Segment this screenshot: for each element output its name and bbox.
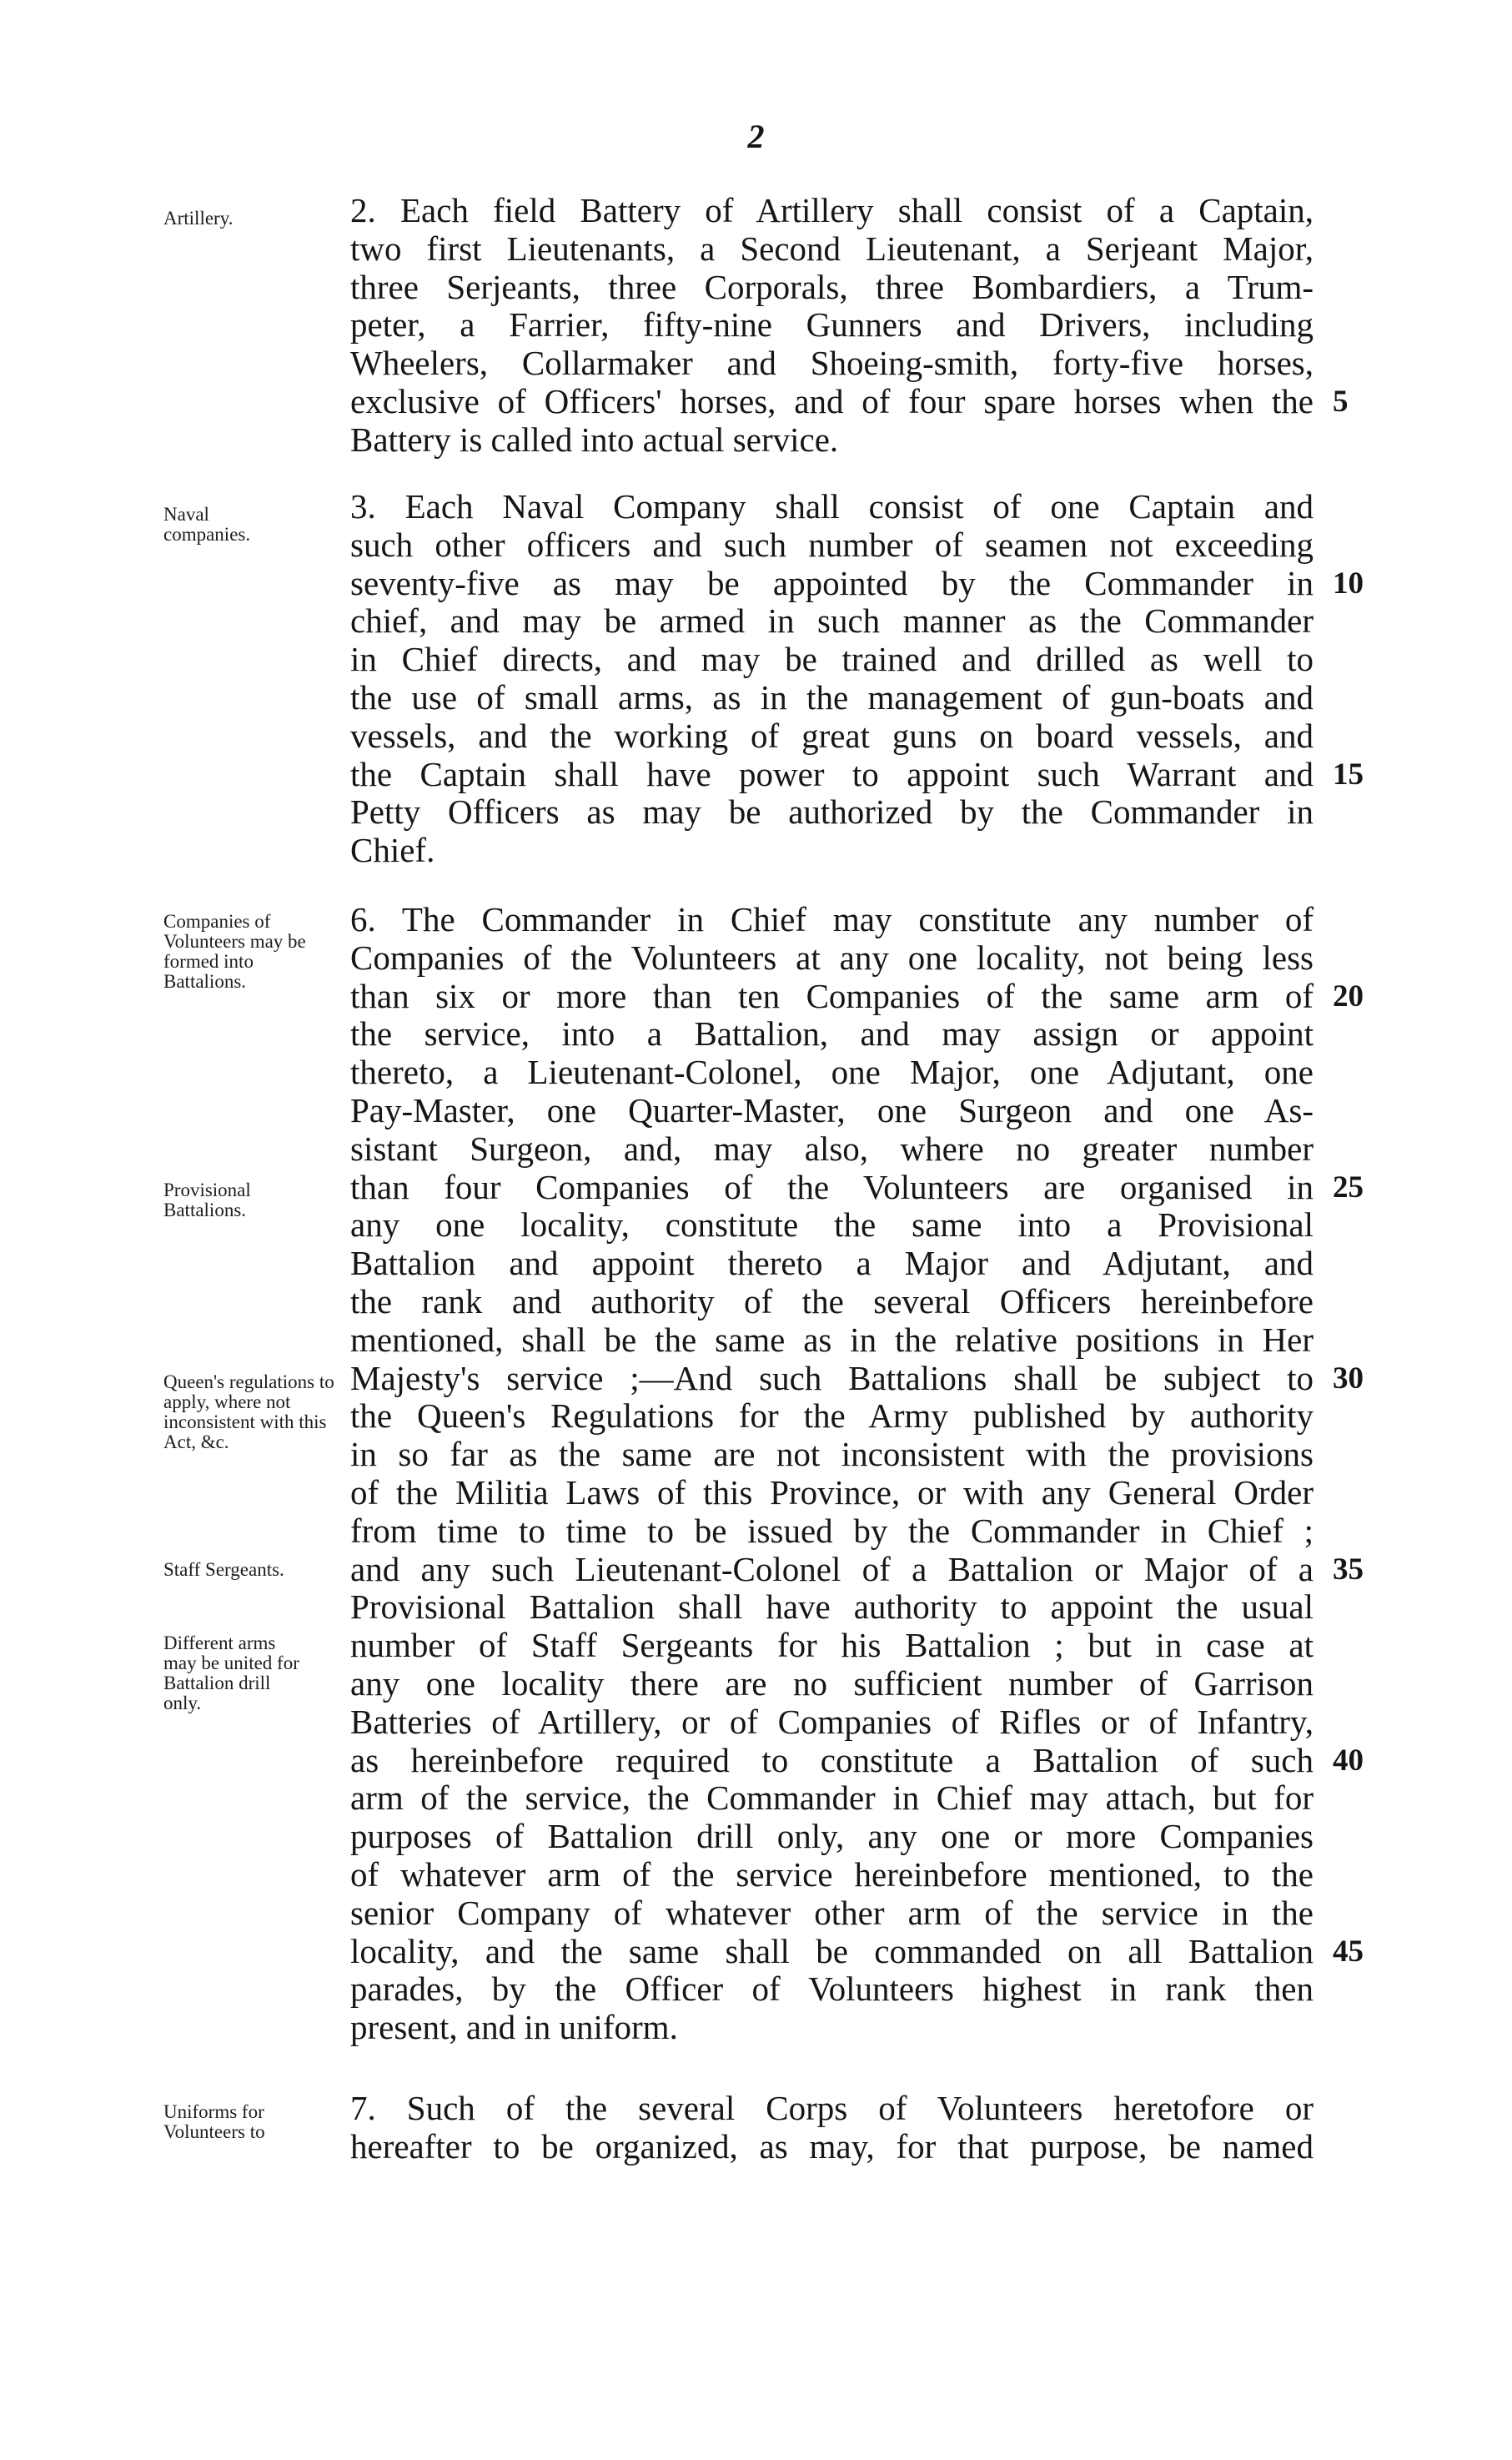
- text-line: the service, into a Battalion, and may assign or appoint: [350, 1014, 1314, 1054]
- text-line: the use of small arms, as in the management of gun-boats and: [350, 677, 1314, 717]
- paragraph-uniforms: [350, 2090, 1314, 2166]
- text-line: sistant Surgeon, and, may also, where no greater number: [350, 1129, 1314, 1168]
- text-line: in Chief directs, and may be trained and drilled as well to: [350, 640, 1314, 679]
- line-number: 20: [1333, 979, 1364, 1014]
- text-line: Companies of the Volunteers at any one locality, not being less: [350, 938, 1314, 977]
- line-number: 15: [1333, 757, 1364, 792]
- line-number: 40: [1333, 1743, 1364, 1778]
- page-number: 2: [747, 118, 765, 155]
- text-line: and any such Lieutenant-Colonel of a Battalion or Major of a: [350, 1549, 1314, 1588]
- text-line: Chief.: [350, 831, 435, 870]
- line-number: 30: [1333, 1361, 1364, 1396]
- paragraph-artillery: [350, 192, 1314, 460]
- text-line: the Captain shall have power to appoint such Warrant and: [350, 754, 1314, 793]
- line-number: 45: [1333, 1934, 1364, 1969]
- text-line: number of Staff Sergeants for his Battalion ; but in case at: [350, 1626, 1314, 1665]
- text-line: Provisional Battalion shall have authority to appoint the usual: [350, 1587, 1314, 1627]
- paragraph-battalions: [350, 901, 1314, 2047]
- text-line: 2. Each field Battery of Artillery shall consist of a Captain,: [350, 191, 1314, 229]
- text-line: in so far as the same are not inconsistent with the provisions: [350, 1435, 1314, 1474]
- text-line: 7. Such of the several Corps of Volunteers heretofore or: [350, 2089, 1314, 2127]
- margin-note-companies-into-battalions: Companies of Volunteers may be formed into Battalions.: [163, 911, 306, 992]
- text-line: purposes of Battalion drill only, any one or more Companies: [350, 1817, 1314, 1856]
- text-line: peter, a Farrier, fifty-nine Gunners and Drivers, including: [350, 305, 1314, 345]
- margin-note-uniforms: Uniforms for Volunteers to: [163, 2101, 265, 2142]
- text-line: senior Company of whatever other arm of the service in the: [350, 1893, 1314, 1932]
- text-line: three Serjeants, three Corporals, three Bombardiers, a Trum-: [350, 267, 1314, 306]
- text-line: Petty Officers as may be authorized by the Commander in: [350, 792, 1314, 832]
- text-line: than six or more than ten Companies of the same arm of: [350, 976, 1314, 1015]
- line-number: 10: [1333, 566, 1364, 601]
- text-line: Battalion and appoint thereto a Major and Adjutant, and: [350, 1244, 1314, 1283]
- text-line: chief, and may be armed in such manner as the Commander: [350, 601, 1314, 641]
- line-number: 5: [1333, 385, 1349, 419]
- text-line: than four Companies of the Volunteers are organised in: [350, 1167, 1314, 1206]
- line-number: 35: [1333, 1552, 1364, 1587]
- paragraph-naval-companies: [350, 488, 1314, 870]
- margin-note-different-arms: Different arms may be united for Battalion drill only.: [163, 1632, 299, 1713]
- text-line: the rank and authority of the several Officers hereinbefore: [350, 1281, 1314, 1321]
- text-line: any one locality, constitute the same into a Provisional: [350, 1205, 1314, 1245]
- text-line: from time to time to be issued by the Commander in Chief ;: [350, 1511, 1314, 1550]
- text-line: seventy-five as may be appointed by the Commander in: [350, 563, 1314, 602]
- text-line: 6. The Commander in Chief may constitute any number of: [350, 900, 1314, 938]
- text-line: Majesty's service ;—And such Battalions shall be subject to: [350, 1358, 1314, 1397]
- text-line: 3. Each Naval Company shall consist of one Captain and: [350, 487, 1314, 526]
- text-line: such other officers and such number of seamen not exceeding: [350, 525, 1314, 564]
- text-line: locality, and the same shall be commanded on all Battalion: [350, 1931, 1314, 1970]
- text-line: Batteries of Artillery, or of Companies of Rifles or of Infantry,: [350, 1702, 1314, 1741]
- text-line: any one locality there are no sufficient number of Garrison: [350, 1663, 1314, 1703]
- text-line: hereafter to be organized, as may, for that purpose, be named: [350, 2126, 1314, 2166]
- text-line: thereto, a Lieutenant-Colonel, one Major, one Adjutant, one: [350, 1053, 1314, 1092]
- text-line: as hereinbefore required to constitute a Battalion of such: [350, 1740, 1314, 1779]
- margin-note-queens-regulations: Queen's regulations to apply, where not inconsistent with this Act, &c.: [163, 1371, 334, 1452]
- text-line: the Queen's Regulations for the Army published by authority: [350, 1396, 1314, 1436]
- text-line: arm of the service, the Commander in Chief may attach, but for: [350, 1778, 1314, 1818]
- text-line: exclusive of Officers' horses, and of four spare horses when the: [350, 381, 1314, 420]
- text-line: two first Lieutenants, a Second Lieutenant, a Serjeant Major,: [350, 229, 1314, 268]
- margin-note-naval-companies: Naval companies.: [163, 504, 251, 545]
- text-line: Pay-Master, one Quarter-Master, one Surgeon and one As-: [350, 1090, 1314, 1129]
- text-line: parades, by the Officer of Volunteers highest in rank then: [350, 1970, 1314, 2009]
- text-line: of the Militia Laws of this Province, or with any General Order: [350, 1472, 1314, 1512]
- margin-note-artillery: Artillery.: [163, 208, 234, 229]
- text-line: vessels, and the working of great guns on board vessels, and: [350, 716, 1314, 755]
- margin-note-staff-sergeants: Staff Sergeants.: [163, 1559, 284, 1580]
- text-line: of whatever arm of the service hereinbefore mentioned, to the: [350, 1854, 1314, 1894]
- text-line: Battery is called into actual service.: [350, 420, 839, 459]
- line-number: 25: [1333, 1170, 1364, 1205]
- text-line: Wheelers, Collarmaker and Shoeing-smith, forty-five horses,: [350, 344, 1314, 383]
- text-line: present, and in uniform.: [350, 2008, 678, 2047]
- margin-note-provisional-battalions: Provisional Battalions.: [163, 1180, 251, 1220]
- text-line: mentioned, shall be the same as in the relative positions in Her: [350, 1320, 1314, 1359]
